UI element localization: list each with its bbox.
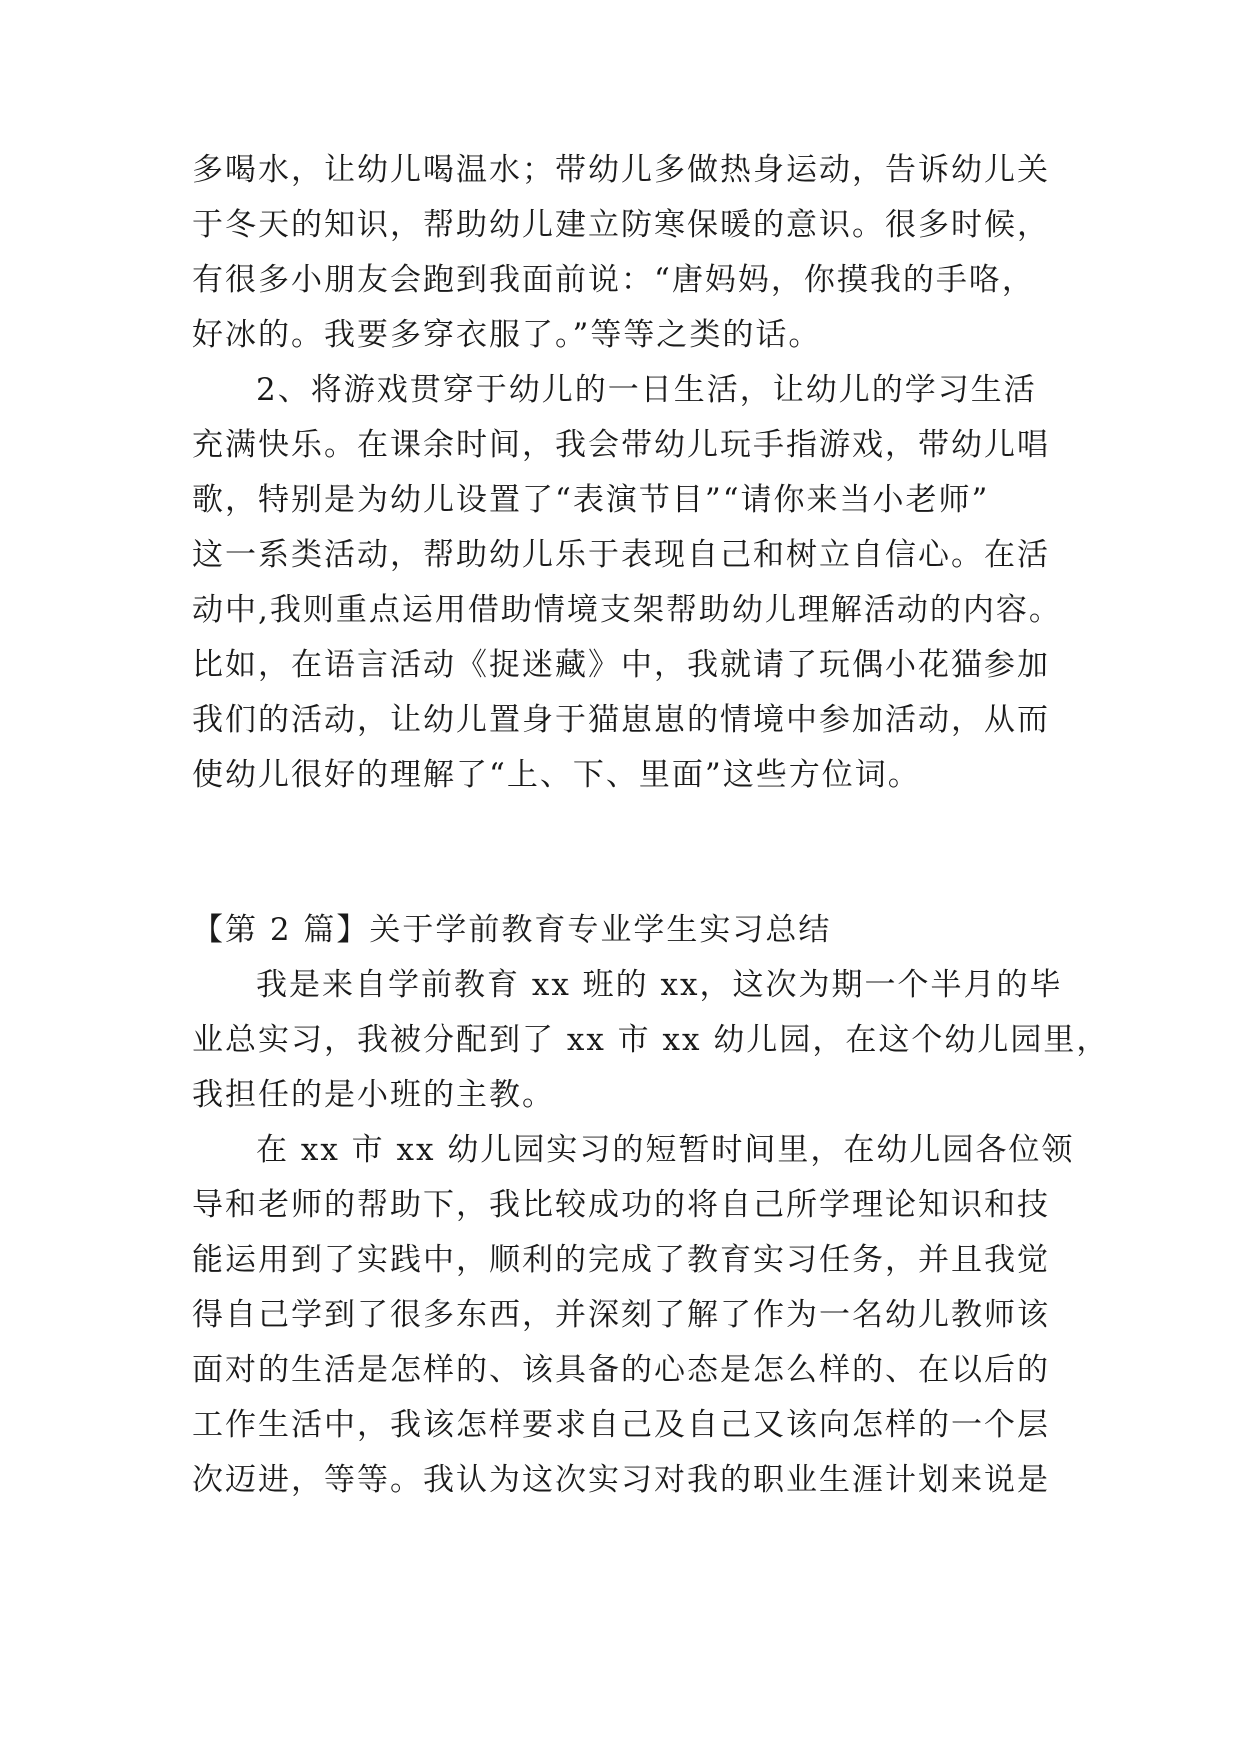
paragraph-line: 于冬天的知识，帮助幼儿建立防寒保暖的意识。很多时候， bbox=[192, 207, 1050, 243]
paragraph-line: 动中,我则重点运用借助情境支架帮助幼儿理解活动的内容。 bbox=[192, 592, 1062, 628]
paragraph-line: 工作生活中，我该怎样要求自己及自己又该向怎样的一个层 bbox=[192, 1407, 1050, 1443]
paragraph-line: 业总实习，我被分配到了 xx 市 xx 幼儿园，在这个幼儿园里， bbox=[192, 1022, 1110, 1058]
paragraph-line: 比如，在语言活动《捉迷藏》中，我就请了玩偶小花猫参加 bbox=[192, 647, 1050, 683]
paragraph-line: 得自己学到了很多东西，并深刻了解了作为一名幼儿教师该 bbox=[192, 1297, 1050, 1333]
paragraph-line: 能运用到了实践中，顺利的完成了教育实习任务，并且我觉 bbox=[192, 1242, 1050, 1278]
paragraph-line: 这一系类活动，帮助幼儿乐于表现自己和树立自信心。在活 bbox=[192, 537, 1050, 573]
paragraph-line: 次迈进，等等。我认为这次实习对我的职业生涯计划来说是 bbox=[192, 1462, 1050, 1498]
paragraph-line: 有很多小朋友会跑到我面前说：“唐妈妈，你摸我的手咯， bbox=[192, 262, 1035, 298]
paragraph-line: 我担任的是小班的主教。 bbox=[192, 1077, 555, 1113]
paragraph-line: 2、将游戏贯穿于幼儿的一日生活，让幼儿的学习生活 bbox=[256, 372, 1037, 408]
paragraph-line: 歌，特别是为幼儿设置了“表演节目”“请你来当小老师” bbox=[192, 482, 990, 518]
section-heading: 【第 2 篇】关于学前教育专业学生实习总结 bbox=[192, 912, 832, 948]
paragraph-line: 在 xx 市 xx 幼儿园实习的短暂时间里，在幼儿园各位领 bbox=[256, 1132, 1075, 1168]
paragraph-line: 我是来自学前教育 xx 班的 xx，这次为期一个半月的毕 bbox=[256, 967, 1063, 1003]
paragraph-line: 使幼儿很好的理解了“上、下、里面”这些方位词。 bbox=[192, 757, 921, 793]
paragraph-line: 面对的生活是怎样的、该具备的心态是怎么样的、在以后的 bbox=[192, 1352, 1050, 1388]
paragraph-line: 多喝水，让幼儿喝温水；带幼儿多做热身运动，告诉幼儿关 bbox=[192, 152, 1050, 188]
paragraph-line: 充满快乐。在课余时间，我会带幼儿玩手指游戏，带幼儿唱 bbox=[192, 427, 1050, 463]
paragraph-line: 导和老师的帮助下，我比较成功的将自己所学理论知识和技 bbox=[192, 1187, 1050, 1223]
paragraph-line: 我们的活动，让幼儿置身于猫崽崽的情境中参加活动，从而 bbox=[192, 702, 1050, 738]
paragraph-line: 好冰的。我要多穿衣服了。”等等之类的话。 bbox=[192, 317, 822, 353]
